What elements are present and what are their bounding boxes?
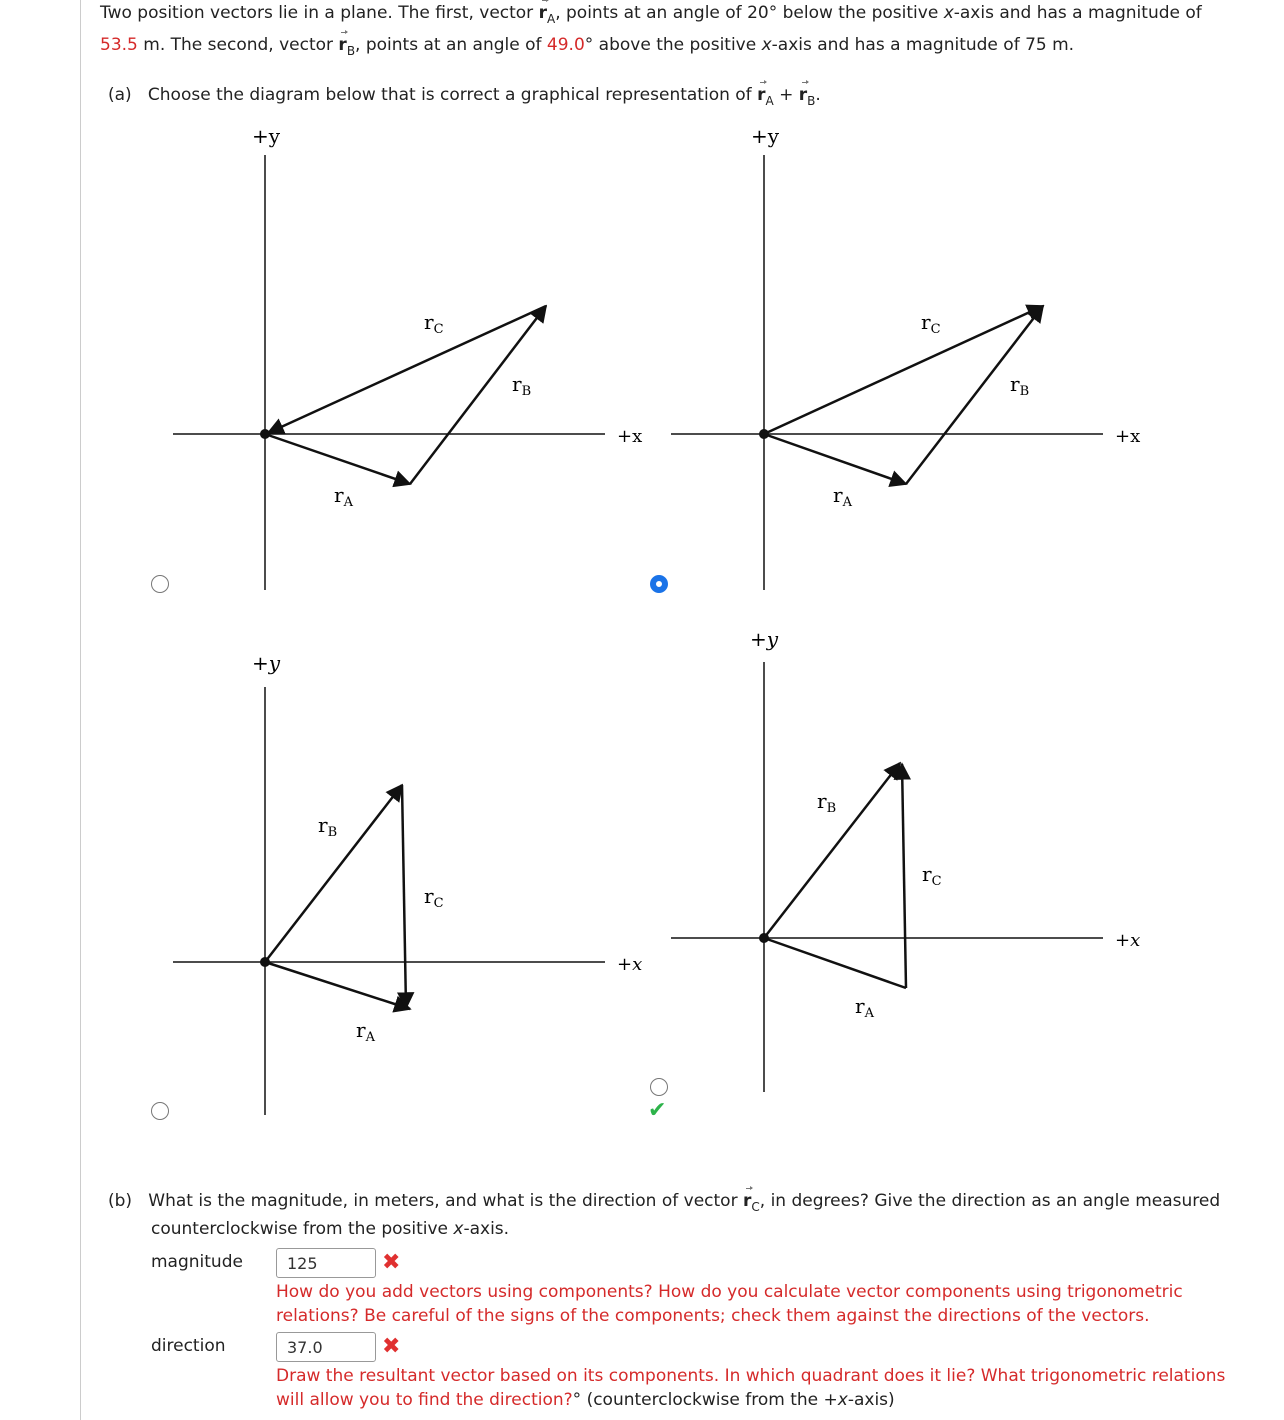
vector-rA-arrow (265, 962, 410, 1009)
vector-rB: $r_B$ (338, 35, 356, 58)
radio-option-bottom-right[interactable] (650, 1078, 668, 1096)
vector-rC-arrow (268, 306, 546, 433)
vector-rA: $r_A$ (538, 3, 556, 26)
magnitude-label: magnitude (151, 1252, 243, 1272)
label-rB: $r_B$ (817, 789, 837, 816)
correct-check-icon: ✔ (648, 1098, 667, 1123)
vector-rC-arrow (402, 785, 406, 1008)
y-axis-label: +y (751, 124, 780, 148)
label-rA: $r_A$ (855, 994, 874, 1021)
direction-hint: Draw the resultant vector based on its components. In which quadrant does it lie? What trigonometric relations will allow you to find the direction?° (counterclockwise from the +x-axis) (276, 1366, 1226, 1410)
vector-rB-arrow (265, 785, 402, 962)
label-rB: $r_B$ (1010, 372, 1030, 399)
label-rB: $r_B$ (318, 813, 338, 840)
vector-rA-arrow (764, 938, 906, 988)
part-a-prompt: (a) Choose the diagram below that is correct a graphical representation of $r_A + r_B$. (108, 85, 821, 108)
incorrect-x-icon: ✖ (382, 1250, 401, 1275)
diagram-bottom-right (671, 627, 1140, 1092)
diagram-top-right (671, 124, 1140, 590)
x-axis-label: +x (1115, 930, 1141, 951)
vector-rA-arrow (764, 434, 906, 484)
y-axis-label: +y (750, 627, 779, 651)
direction-input[interactable]: 37.0 (276, 1332, 376, 1362)
y-axis-label: +y (252, 651, 281, 675)
radio-option-bottom-left[interactable] (151, 1102, 169, 1120)
label-rA: $r_A$ (334, 483, 353, 510)
radio-option-top-right[interactable] (650, 575, 668, 593)
diagram-top-left (173, 124, 642, 590)
label-rA: $r_A$ (356, 1018, 375, 1045)
magnitude-input[interactable]: 125 (276, 1248, 376, 1278)
part-b-prompt-line-1: (b) What is the magnitude, in meters, and what is the direction of vector $r_C$, in degrees? Give the direction as an angle measured (108, 1191, 1221, 1214)
x-axis-label: +x (1115, 426, 1141, 447)
label-rC: $r_C$ (424, 884, 444, 911)
radio-option-top-left[interactable] (151, 575, 169, 593)
origin-dot (759, 933, 769, 943)
origin-dot (260, 957, 270, 967)
label-rB: $r_B$ (512, 372, 532, 399)
vector-rC-arrow (902, 764, 906, 988)
y-axis-label: +y (252, 124, 281, 148)
label-rC: $r_C$ (921, 310, 941, 337)
vector-rB-arrow (764, 763, 900, 938)
label-rC: $r_C$ (424, 310, 444, 337)
question-line-1: Two position vectors lie in a plane. The first, vector $r_A$, points at an angle of 20° below the positive x-axis and has a magnitude of (100, 3, 1202, 26)
x-axis-label: +x (617, 426, 643, 447)
label-rC: $r_C$ (922, 862, 942, 889)
vector-rA-arrow (265, 434, 410, 484)
magnitude-A-value: 53.5 (100, 35, 138, 55)
x-axis-label: +x (617, 954, 643, 975)
angle-B-value: 49.0 (546, 35, 585, 55)
direction-label: direction (151, 1336, 226, 1356)
part-b-prompt-line-2: counterclockwise from the positive x-axis. (151, 1219, 510, 1239)
origin-dot (260, 429, 270, 439)
incorrect-x-icon: ✖ (382, 1334, 401, 1359)
question-line-2: 53.5 m. The second, vector $r_B$, points at an angle of 49.0° above the positive x-axis and has a magnitude of 75 m. (100, 35, 1075, 58)
origin-dot (759, 429, 769, 439)
vector-rC-arrow (764, 306, 1043, 434)
diagram-bottom-left (173, 651, 642, 1115)
magnitude-hint: How do you add vectors using components? How do you calculate vector components using trigonometric relations? Be careful of the signs of the components; check them against the directions of the vectors. (276, 1282, 1183, 1326)
label-rA: $r_A$ (833, 483, 852, 510)
